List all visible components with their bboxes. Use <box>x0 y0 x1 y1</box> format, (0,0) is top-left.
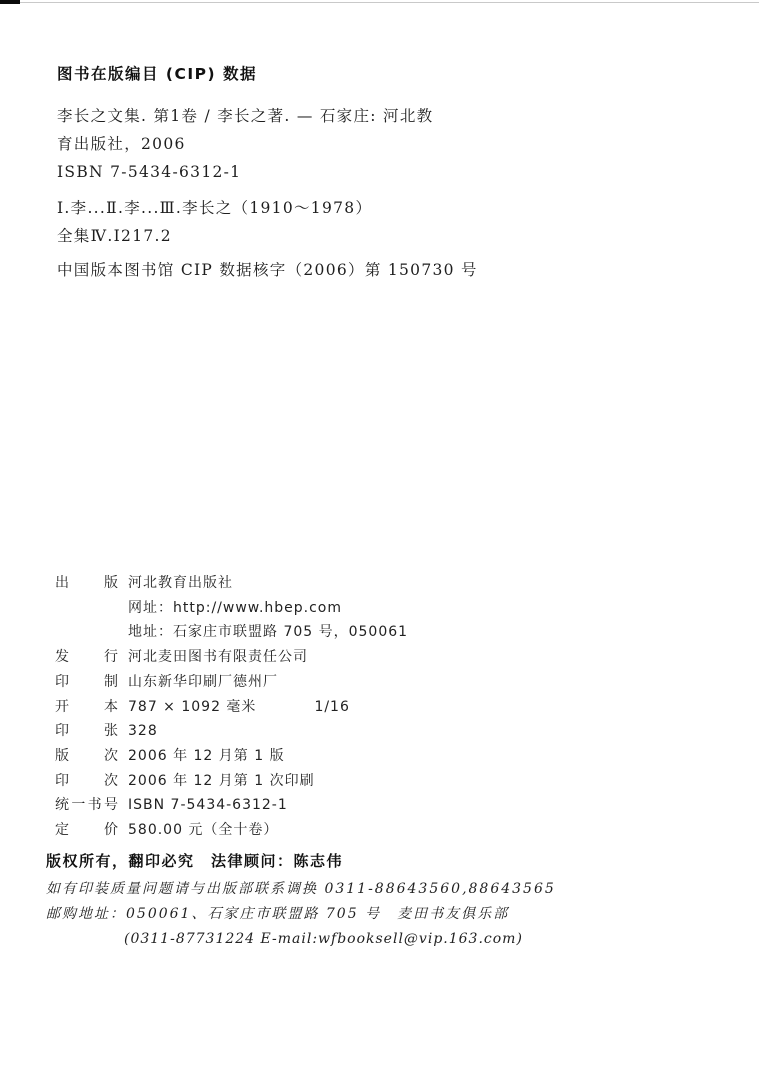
pub-label: 印制 <box>55 673 119 690</box>
cip-description-line-1: 李长之文集. 第1卷 / 李长之著. — 石家庄: 河北教 <box>57 107 434 125</box>
pub-value: 山东新华印刷厂德州厂 <box>128 673 278 690</box>
pub-row-impression <box>55 769 695 794</box>
contact-email-line: (0311-87731224 E-mail:wfbooksell@vip.163.com) <box>124 931 523 947</box>
pub-value: 580.00 元（全十卷） <box>128 822 279 839</box>
cip-classification-line: 全集Ⅳ.I217.2 <box>57 227 172 245</box>
copyright-notice: 版权所有，翻印必究 法律顾问：陈志伟 <box>46 852 344 870</box>
cip-title: 图书在版编目 (CIP) 数据 <box>57 65 257 83</box>
pub-row-printer <box>55 670 695 695</box>
mail-order-address-line: 邮购地址：050061、石家庄市联盟路 705 号 麦田书友俱乐部 <box>46 906 510 922</box>
cip-block <box>57 62 677 284</box>
publication-info-block <box>55 571 695 843</box>
pub-row-address <box>55 620 695 645</box>
pub-format-fraction: 1/16 <box>314 698 350 715</box>
pub-value: 328 <box>128 723 158 740</box>
pub-label: 印张 <box>55 723 119 740</box>
pub-value: 2006 年 12 月第 1 版 <box>128 747 285 764</box>
pub-value: 地址：石家庄市联盟路 705 号，050061 <box>128 624 409 641</box>
pub-label: 出版 <box>55 575 119 591</box>
pub-value: 787 × 1092 毫米 <box>128 698 257 715</box>
pub-label: 发行 <box>55 649 119 666</box>
pub-label: 印次 <box>55 772 119 789</box>
cip-index-line: Ⅰ.李...Ⅱ.李...Ⅲ.李长之（1910～1978） <box>57 199 373 217</box>
pub-label: 版次 <box>55 747 119 764</box>
pub-row-book-number <box>55 793 695 818</box>
pub-label: 定价 <box>55 822 119 839</box>
pub-value: 河北麦田图书有限责任公司 <box>128 649 308 666</box>
legal-block <box>46 850 706 952</box>
quality-hotline-line: 如有印装质量问题请与出版部联系调换 0311-88643560,88643565 <box>46 881 556 897</box>
pub-row-sheets <box>55 719 695 744</box>
pub-value: 网址：http://www.hbep.com <box>128 599 343 616</box>
pub-row-price <box>55 818 695 843</box>
scan-edge-artifact <box>0 2 759 3</box>
pub-label: 开本 <box>55 698 119 715</box>
cip-registry-line: 中国版本图书馆 CIP 数据核字（2006）第 150730 号 <box>57 261 478 279</box>
pub-value: 2006 年 12 月第 1 次印刷 <box>128 772 315 789</box>
pub-label: 统一书号 <box>55 797 119 814</box>
cip-description-line-2: 育出版社，2006 <box>57 135 186 153</box>
pub-value: 河北教育出版社 <box>128 575 233 591</box>
pub-row-website <box>55 596 695 621</box>
pub-row-distributor <box>55 645 695 670</box>
pub-row-format <box>55 695 695 720</box>
cip-isbn-line: ISBN 7-5434-6312-1 <box>57 163 242 181</box>
pub-value: ISBN 7-5434-6312-1 <box>128 797 288 814</box>
pub-row-publisher <box>55 571 695 596</box>
scan-corner-mark <box>0 0 20 4</box>
pub-row-edition <box>55 744 695 769</box>
